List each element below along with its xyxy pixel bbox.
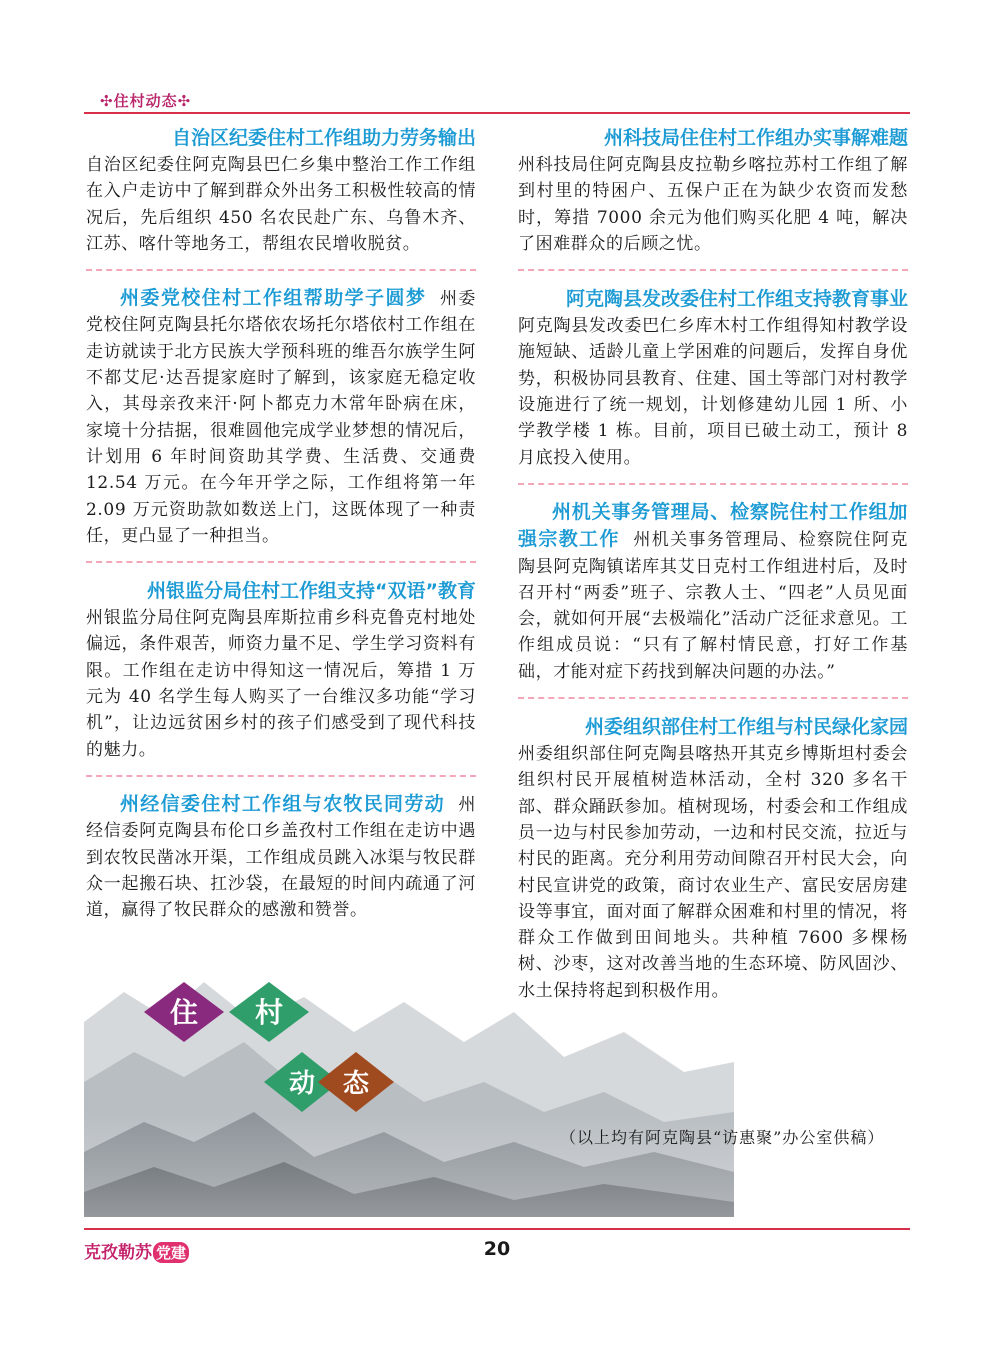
section-label: ✣住村动态✣ bbox=[100, 92, 192, 110]
tile-char: 住 bbox=[169, 996, 199, 1029]
article-religious-work bbox=[518, 499, 908, 685]
header-rule bbox=[84, 112, 910, 114]
article-paragraph bbox=[86, 791, 476, 923]
tile-char: 动 bbox=[288, 1069, 316, 1099]
page-number: 20 bbox=[483, 1238, 511, 1260]
article-tech-bureau bbox=[518, 124, 908, 257]
article-body: 州科技局住阿克陶县皮拉勒乡喀拉苏村工作组了解到村里的特困户、五保户正在为缺少农资而发愁时，筹措 7000 余元为他们购买化肥 4 吨，解决了困难群众的后顾之忧。 bbox=[518, 155, 908, 254]
article-student-aid bbox=[86, 285, 476, 549]
mountain-artwork bbox=[84, 962, 734, 1217]
article-bilingual-education bbox=[86, 577, 476, 763]
left-column bbox=[86, 124, 476, 923]
article-body: 自治区纪委住阿克陶县巴仁乡集中整治工作工作组在入户走访中了解到群众外出务工积极性较高的情况后，先后组织 450 名农民赴广东、乌鲁木齐、江苏、喀什等地务工，帮组农民增收脱贫。 bbox=[86, 155, 476, 254]
article-paragraph bbox=[86, 285, 476, 549]
article-divider bbox=[86, 561, 476, 563]
article-education-support bbox=[518, 285, 908, 471]
article-title: 州银监分局住村工作组支持“双语”教育 bbox=[147, 580, 476, 603]
article-greening bbox=[518, 713, 908, 1004]
article-joint-labor bbox=[86, 791, 476, 923]
article-divider bbox=[518, 483, 908, 485]
article-title: 州机关事务管理局、检察院住村工作组加强宗教工作 bbox=[518, 500, 908, 551]
article-title: 州科技局住住村工作组办实事解难题 bbox=[603, 127, 908, 149]
source-credit: （以上均有阿克陶县“访惠聚”办公室供稿） bbox=[560, 1128, 885, 1147]
magazine-logo bbox=[84, 1238, 189, 1263]
article-labor-export bbox=[86, 124, 476, 257]
article-title: 自治区纪委住村工作组助力劳务输出 bbox=[171, 127, 476, 149]
article-title: 州委党校住村工作组帮助学子圆梦 bbox=[120, 287, 427, 310]
article-divider bbox=[86, 775, 476, 777]
mountain-landscape-image bbox=[84, 962, 734, 1217]
tile-char: 村 bbox=[254, 996, 284, 1029]
article-body: 阿克陶县发改委巴仁乡库木村工作组得知村教学设施短缺、适龄儿童上学困难的问题后，发挥自身优势，积极协同县教育、住建、国土等部门对村教学设施进行了统一规划，计划修建幼儿园 1 所、小学教学楼 1 栋。目前，项目已破土动工，预计 8 月底投入使用。 bbox=[518, 316, 908, 468]
logo-text: 克孜勒苏 bbox=[84, 1243, 152, 1263]
article-title: 州经信委住村工作组与农牧民同劳动 bbox=[120, 792, 445, 815]
footer-rule bbox=[84, 1228, 910, 1230]
article-body: 州银监分局住阿克陶县库斯拉甫乡科克鲁克村地处偏远，条件艰苦，师资力量不足、学生学习资料有限。工作组在走访中得知这一情况后，筹措 1 万元为 40 名学生每人购买了一台维汉多功能“学习机”，让边远贫困乡村的孩子们感受到了现代科技的魅力。 bbox=[86, 608, 476, 760]
article-divider bbox=[518, 697, 908, 699]
article-divider bbox=[86, 269, 476, 271]
logo-badge: 党建 bbox=[153, 1242, 189, 1263]
article-divider bbox=[518, 269, 908, 271]
article-body: 州委党校住阿克陶县托尔塔依农场托尔塔依村工作组在走访就读于北方民族大学预科班的维吾尔族学生阿不都艾尼·达吾提家庭时了解到，该家庭无稳定收入，其母亲孜来汗·阿卜都克力木常年卧病在床，家境十分拮据，很难圆他完成学业梦想的情况后，计划用 6 年时间资助其学费、生活费、交通费 12.54 万元。在今年开学之际，工作组将第一年 2.09 万元资助款如数送上门，这既体现了一种责任，更凸显了一种担当。 bbox=[86, 289, 476, 546]
article-body: 州委组织部住阿克陶县喀热开其克乡博斯坦村委会组织村民开展植树造林活动，全村 320 多名干部、群众踊跃参加。植树现场，村委会和工作组成员一边与村民参加劳动，一边和村民交流，拉近与村民的距离。充分利用劳动间隙召开村民大会，向村民宣讲党的政策，商讨农业生产、富民安居房建设等事宜，面对面了解群众困难和村里的情况，将群众工作做到田间地头。共种植 7600 多棵杨树、沙枣，这对改善当地的生态环境、防风固沙、水土保持将起到积极作用。 bbox=[518, 744, 908, 1001]
article-title: 州委组织部住村工作组与村民绿化家园 bbox=[584, 716, 908, 739]
right-column bbox=[518, 124, 908, 1004]
article-title: 阿克陶县发改委住村工作组支持教育事业 bbox=[565, 288, 908, 311]
article-body: 州经信委阿克陶县布伦口乡盖孜村工作组在走访中遇到农牧民凿冰开渠，工作组成员跳入冰渠与牧民群众一起搬石块、扛沙袋，在最短的时间内疏通了河道，赢得了牧民群众的感激和赞誉。 bbox=[86, 794, 476, 921]
article-paragraph bbox=[518, 499, 908, 685]
tile-char: 态 bbox=[342, 1069, 370, 1099]
article-body: 州机关事务管理局、检察院住阿克陶县阿克陶镇诺库其艾日克村工作组进村后，及时召开村“两委”班子、宗教人士、“四老”人员见面会，就如何开展“去极端化”活动广泛征求意见。工作组成员说：“只有了解村情民意，打好工作基础，才能对症下药找到解决问题的办法。” bbox=[518, 530, 908, 682]
